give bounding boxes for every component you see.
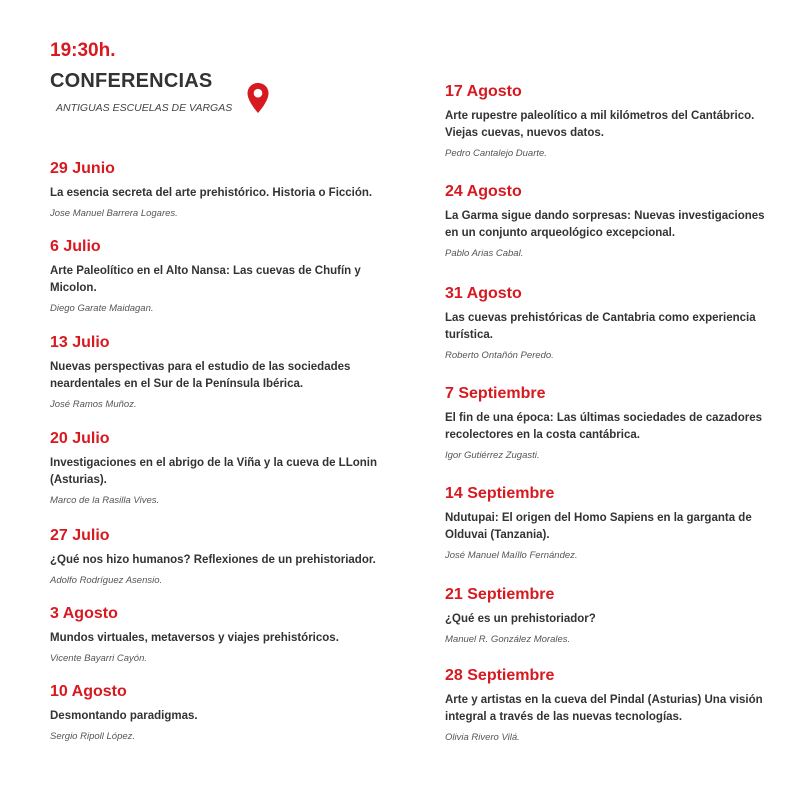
event-title: La Garma sigue dando sorpresas: Nuevas investigaciones en un conjunto arqueológico excepcional. bbox=[445, 210, 765, 239]
event-title: ¿Qué es un prehistoriador? bbox=[445, 613, 596, 625]
event-title: Investigaciones en el abrigo de la Viña y la cueva de LLonin (Asturias). bbox=[50, 457, 378, 486]
event-speaker: Jose Manuel Barrera Logares. bbox=[50, 208, 178, 219]
event-item bbox=[50, 334, 395, 410]
event-date: 20 Julio bbox=[50, 430, 110, 447]
event-date: 31 Agosto bbox=[445, 285, 522, 302]
event-date: 7 Septiembre bbox=[445, 385, 546, 402]
event-speaker: Vicente Bayarri Cayón. bbox=[50, 653, 147, 664]
event-date: 14 Septiembre bbox=[445, 485, 555, 502]
event-item bbox=[445, 83, 775, 159]
event-date: 6 Julio bbox=[50, 238, 101, 255]
event-item bbox=[445, 385, 775, 461]
event-speaker: Olivia Rivero Vilá. bbox=[445, 732, 520, 743]
event-speaker: Adolfo Rodríguez Asensio. bbox=[50, 575, 163, 586]
event-date: 27 Julio bbox=[50, 527, 110, 544]
venue-label: ANTIGUAS ESCUELAS DE VARGAS bbox=[56, 102, 233, 114]
event-item bbox=[50, 683, 395, 742]
event-date: 3 Agosto bbox=[50, 605, 118, 622]
event-title: Arte Paleolítico en el Alto Nansa: Las cuevas de Chufín y Micolon. bbox=[50, 265, 361, 294]
event-speaker: Sergio Ripoll López. bbox=[50, 731, 136, 742]
event-speaker: Igor Gutiérrez Zugasti. bbox=[445, 450, 540, 461]
event-speaker: José Manuel Maíllo Fernández. bbox=[445, 550, 578, 561]
event-title: Arte y artistas en la cueva del Pindal (Asturias) Una visión integral a través de las nuevas tecnologías. bbox=[445, 694, 763, 723]
event-speaker: Pablo Arias Cabal. bbox=[445, 248, 524, 259]
event-item bbox=[50, 160, 395, 219]
event-item bbox=[445, 183, 775, 259]
event-title: El fin de una época: Las últimas sociedades de cazadores recolectores en la costa cantábrica. bbox=[445, 412, 762, 441]
event-title: Desmontando paradigmas. bbox=[50, 710, 198, 722]
event-item bbox=[50, 430, 395, 506]
event-title: ¿Qué nos hizo humanos? Reflexiones de un prehistoriador. bbox=[50, 554, 376, 566]
event-item bbox=[50, 527, 395, 586]
event-date: 17 Agosto bbox=[445, 83, 522, 100]
page-title: CONFERENCIAS bbox=[50, 70, 213, 92]
event-item bbox=[50, 605, 395, 664]
event-speaker: Manuel R. González Morales. bbox=[445, 634, 571, 645]
event-item bbox=[445, 667, 775, 743]
event-date: 10 Agosto bbox=[50, 683, 127, 700]
event-speaker: Diego Garate Maidagan. bbox=[50, 303, 154, 314]
event-speaker: José Ramos Muñoz. bbox=[50, 399, 137, 410]
event-date: 29 Junio bbox=[50, 160, 115, 177]
event-time: 19:30h. bbox=[50, 40, 116, 61]
event-title: Nuevas perspectivas para el estudio de las sociedades neardentales en el Sur de la Península Ibérica. bbox=[50, 361, 351, 390]
location-pin-icon bbox=[246, 82, 270, 114]
event-item bbox=[445, 485, 775, 561]
event-speaker: Marco de la Rasilla Vives. bbox=[50, 495, 160, 506]
event-title: La esencia secreta del arte prehistórico. Historia o Ficción. bbox=[50, 187, 373, 199]
event-speaker: Pedro Cantalejo Duarte. bbox=[445, 148, 547, 159]
event-date: 24 Agosto bbox=[445, 183, 522, 200]
event-date: 28 Septiembre bbox=[445, 667, 555, 684]
event-title: Ndutupai: El origen del Homo Sapiens en la garganta de Olduvai (Tanzania). bbox=[445, 512, 752, 541]
event-date: 21 Septiembre bbox=[445, 586, 555, 603]
event-item bbox=[445, 586, 775, 645]
event-item bbox=[445, 285, 775, 361]
event-title: Mundos virtuales, metaversos y viajes prehistóricos. bbox=[50, 632, 339, 644]
event-item bbox=[50, 238, 395, 314]
event-date: 13 Julio bbox=[50, 334, 110, 351]
event-title: Arte rupestre paleolítico a mil kilómetros del Cantábrico. Viejas cuevas, nuevos datos. bbox=[445, 110, 755, 139]
event-speaker: Roberto Ontañón Peredo. bbox=[445, 350, 554, 361]
event-title: Las cuevas prehistóricas de Cantabria como experiencia turística. bbox=[445, 312, 756, 341]
